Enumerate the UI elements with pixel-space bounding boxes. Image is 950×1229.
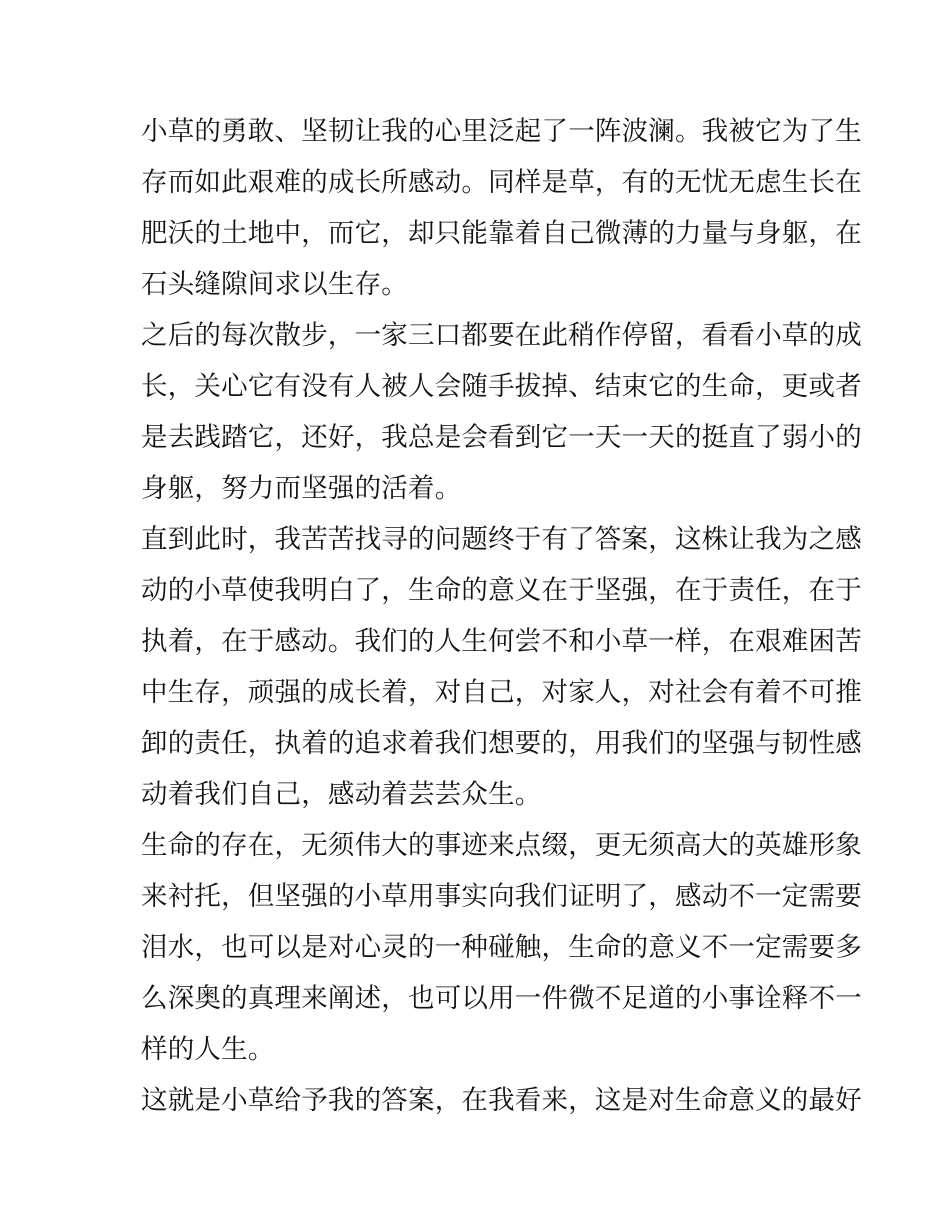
text-line: 卸的责任，执着的追求着我们想要的，用我们的坚强与韧性感: [141, 728, 862, 759]
text-line: 动的小草使我明白了，生命的意义在于坚强，在于责任，在于: [141, 575, 862, 606]
text-line: 长，关心它有没有人被人会随手拔掉、结束它的生命，更或者: [141, 371, 862, 402]
text-line: 存而如此艰难的成长所感动。同样是草，有的无忧无虑生长在: [141, 167, 862, 198]
paragraph-5: [141, 1075, 862, 1126]
document-body: [141, 106, 862, 1126]
paragraph-1: [141, 106, 862, 310]
paragraph-3: [141, 514, 862, 820]
text-line: 肥沃的土地中，而它，却只能靠着自己微薄的力量与身躯，在: [141, 218, 862, 249]
text-line: 样的人生。: [141, 1034, 275, 1065]
text-line: 这就是小草给予我的答案，在我看来，这是对生命意义的最好: [141, 1085, 862, 1116]
text-line: 中生存，顽强的成长着，对自己，对家人，对社会有着不可推: [141, 677, 862, 708]
text-line: 泪水，也可以是对心灵的一种碰触，生命的意义不一定需要多: [141, 932, 862, 963]
paragraph-2: [141, 310, 862, 514]
text-line: 生命的存在，无须伟大的事迹来点缀，更无须高大的英雄形象: [141, 830, 862, 861]
text-line: 动着我们自己，感动着芸芸众生。: [141, 779, 542, 810]
text-line: 么深奥的真理来阐述，也可以用一件微不足道的小事诠释不一: [141, 983, 862, 1014]
text-line: 小草的勇敢、坚韧让我的心里泛起了一阵波澜。我被它为了生: [141, 116, 862, 147]
text-line: 直到此时，我苦苦找寻的问题终于有了答案，这株让我为之感: [141, 524, 862, 555]
text-line: 是去践踏它，还好，我总是会看到它一天一天的挺直了弱小的: [141, 422, 862, 453]
text-line: 身躯，努力而坚强的活着。: [141, 473, 462, 504]
paragraph-4: [141, 820, 862, 1075]
text-line: 执着，在于感动。我们的人生何尝不和小草一样，在艰难困苦: [141, 626, 862, 657]
text-line: 来衬托，但坚强的小草用事实向我们证明了，感动不一定需要: [141, 881, 862, 912]
text-line: 石头缝隙间求以生存。: [141, 269, 408, 300]
text-line: 之后的每次散步，一家三口都要在此稍作停留，看看小草的成: [141, 320, 862, 351]
